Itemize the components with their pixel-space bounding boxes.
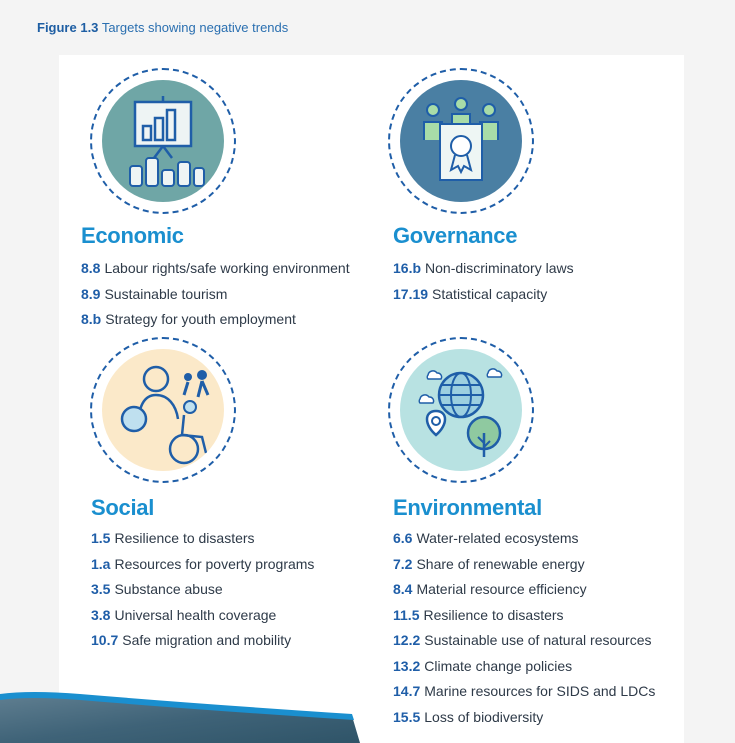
- list-item: 13.2 Climate change policies: [393, 657, 573, 674]
- list-item: 14.7 Marine resources for SIDS and LDCs: [393, 683, 656, 699]
- governance-circle: [388, 68, 534, 214]
- list-item: 16.b Non-discriminatory laws: [393, 260, 574, 276]
- environmental-heading: Environmental: [393, 495, 542, 520]
- list-item: 11.5 Resilience to disasters: [393, 606, 564, 623]
- list-item: 8.b Strategy for youth employment: [81, 311, 296, 327]
- list-item: 8.4 Material resource efficiency: [393, 581, 587, 597]
- governance-list: [393, 256, 574, 307]
- economic-circle: [90, 68, 236, 214]
- economic-growth-icon: [102, 80, 224, 202]
- governance-heading: Governance: [393, 223, 518, 248]
- list-item: 7.2 Share of renewable energy: [393, 555, 585, 572]
- governance-certificate-icon: [400, 80, 522, 202]
- list-item: 1.a Resources for poverty programs: [91, 555, 315, 572]
- list-item: 6.6 Water-related ecosystems: [393, 530, 579, 546]
- list-item: 1.5 Resilience to disasters: [91, 530, 255, 546]
- list-item: 3.8 Universal health coverage: [91, 606, 277, 623]
- social-list: [91, 526, 314, 654]
- list-item: 8.8 Labour rights/safe working environment: [81, 260, 350, 276]
- social-people-icon: [102, 349, 224, 471]
- economic-heading: Economic: [81, 223, 184, 248]
- list-item: 10.7 Safe migration and mobility: [91, 632, 292, 648]
- economic-list: [81, 256, 350, 333]
- environment-globe-icon: [400, 349, 522, 471]
- list-item: 15.5 Loss of biodiversity: [393, 708, 544, 725]
- social-circle: [90, 337, 236, 483]
- social-heading: Social: [91, 495, 155, 520]
- figure-caption: [37, 20, 288, 35]
- ocean-wave-image: [0, 680, 360, 743]
- list-item: 3.5 Substance abuse: [91, 581, 223, 597]
- figure-label: Figure 1.3: [37, 20, 99, 35]
- list-item: 12.2 Sustainable use of natural resources: [393, 632, 652, 648]
- figure-title: Targets showing negative trends: [101, 20, 289, 35]
- list-item: 8.9 Sustainable tourism: [81, 285, 228, 302]
- list-item: 17.19 Statistical capacity: [393, 285, 548, 302]
- environmental-list: [393, 526, 655, 730]
- environmental-circle: [388, 337, 534, 483]
